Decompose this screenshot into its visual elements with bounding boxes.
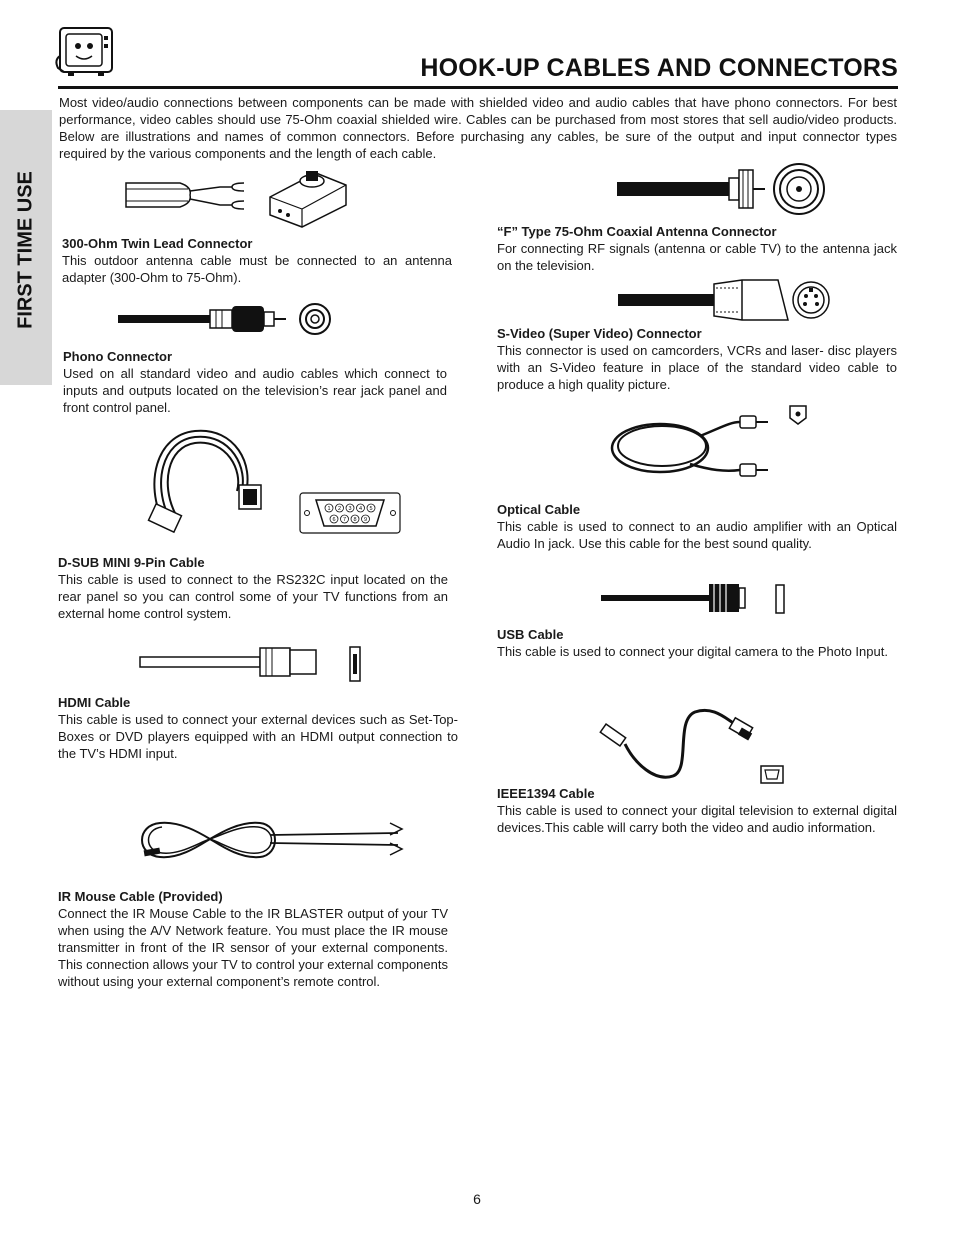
section-body: Connect the IR Mouse Cable to the IR BLASTER output of your TV when using the A/V Network feature. You must place the IR mouse transmitter in front of the IR sensor of your external components. This connection allows your TV to control your external components without using your external component’s remote control. (58, 906, 448, 989)
twin-lead-connector-illustration (120, 165, 350, 235)
dsub-pin-label: 6 (332, 517, 336, 523)
section-f-type (497, 223, 897, 274)
intro-paragraph: Most video/audio connections between components can be made with shielded video and audio cables that have phono connectors. For best performance, video cables should use 75-Ohm coaxial shielded wire. Cables can be purchased from most stores that sell audio/video products. Below are illustrations and names of common connectors. Before purchasing any cables, be sure of the output and input connector types required by the various components and the length of each cable. (59, 95, 897, 161)
section-title: IEEE1394 Cable (497, 786, 595, 801)
section-title: D-SUB MINI 9-Pin Cable (58, 555, 205, 570)
dsub-pin-label: 8 (353, 517, 357, 523)
dsub-pin-label: 3 (348, 506, 352, 512)
section-body: This cable is used to connect your digital television to external digital devices.This cable will carry both the video and audio information. (497, 803, 897, 835)
section-body: This cable is used to connect your external devices such as Set-Top-Boxes or DVD players equipped with an HDMI output connection to the TV’s HDMI input. (58, 712, 458, 761)
hdmi-cable-illustration (140, 644, 365, 684)
s-video-connector-illustration (618, 278, 833, 322)
dsub-pin-label: 9 (363, 517, 368, 523)
dsub-cable-illustration (145, 425, 265, 545)
dsub-pin-label: 1 (327, 506, 331, 512)
f-type-connector-illustration (617, 162, 827, 216)
section-dsub (58, 554, 448, 622)
ir-mouse-cable-illustration (140, 815, 405, 865)
section-title: USB Cable (497, 627, 564, 642)
section-title: “F” Type 75-Ohm Coaxial Antenna Connector (497, 224, 777, 239)
section-body: Used on all standard video and audio cables which connect to inputs and outputs located on the television’s rear jack panel and front control panel. (63, 366, 447, 415)
dsub-pin-label: 4 (358, 506, 363, 512)
usb-cable-illustration (601, 581, 791, 617)
section-body: For connecting RF signals (antenna or cable TV) to the antenna jack on the television. (497, 241, 897, 273)
section-title: Phono Connector (63, 349, 173, 364)
page-title: HOOK-UP CABLES AND CONNECTORS (420, 54, 898, 82)
section-title: S-Video (Super Video) Connector (497, 326, 702, 341)
section-body: This cable is used to connect to an audio amplifier with an Optical Audio In jack. Use this cable for the best sound quality. (497, 519, 897, 551)
section-title: HDMI Cable (58, 695, 131, 710)
section-ir-mouse (58, 888, 448, 990)
section-twin-lead (62, 235, 452, 286)
phono-connector-illustration (118, 300, 333, 340)
section-s-video (497, 325, 897, 393)
dsub-connector-face (300, 493, 400, 533)
section-body: This outdoor antenna cable must be connected to an antenna adapter (300-Ohm to 75-Ohm). (62, 253, 452, 285)
title-rule (58, 86, 898, 89)
section-usb (497, 626, 897, 660)
ieee1394-cable-illustration (595, 700, 790, 788)
section-title: 300-Ohm Twin Lead Connector (62, 236, 253, 251)
section-body: This connector is used on camcorders, VCRs and laser- disc players with an S-Video feature in place of the standard video cable to produce a high quality picture. (497, 343, 897, 392)
section-title: Optical Cable (497, 502, 581, 517)
section-phono (63, 348, 447, 416)
section-hdmi (58, 694, 458, 762)
section-body: This cable is used to connect your digital camera to the Photo Input. (497, 644, 888, 659)
section-title: IR Mouse Cable (Provided) (58, 889, 223, 904)
dsub-pin-label: 7 (342, 517, 347, 523)
dsub-pin-label: 5 (369, 506, 373, 512)
dsub-pin-label: 2 (337, 506, 342, 512)
optical-cable-illustration (610, 402, 810, 484)
section-optical (497, 501, 897, 552)
tv-mascot-icon (54, 26, 118, 78)
section-ieee1394 (497, 785, 897, 836)
section-body: This cable is used to connect to the RS232C input located on the rear panel so you can control some of your TV functions from an external home control system. (58, 572, 448, 621)
side-tab-label: FIRST TIME USE (14, 171, 37, 329)
page-number: 6 (473, 1191, 481, 1207)
